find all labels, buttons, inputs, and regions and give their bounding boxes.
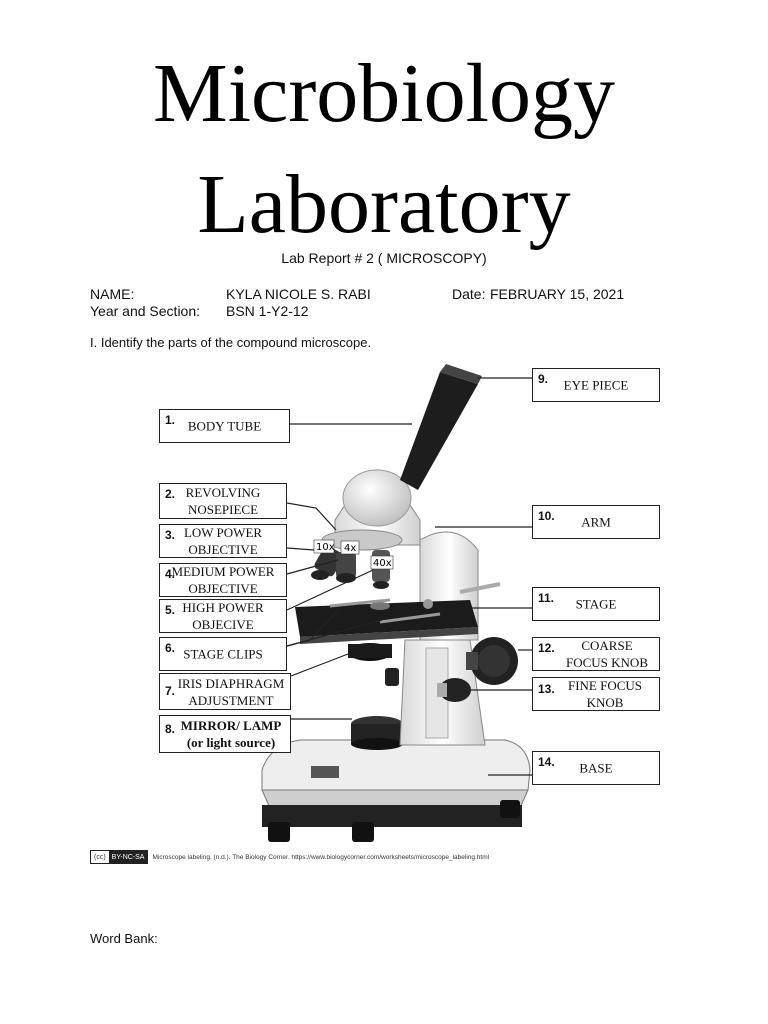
label-text: MIRROR/ LAMP (or light source) bbox=[180, 718, 282, 750]
label-number: 14. bbox=[538, 755, 555, 769]
label-text: STAGE bbox=[575, 596, 617, 612]
title-line-2: Laboratory bbox=[197, 158, 571, 251]
label-text: IRIS DIAPHRAGM ADJUSTMENT bbox=[177, 675, 285, 708]
label-number: 2. bbox=[165, 487, 176, 501]
date-value: FEBRUARY 15, 2021 bbox=[490, 286, 625, 302]
label-number: 3. bbox=[165, 528, 176, 542]
label-text: STAGE CLIPS bbox=[183, 646, 263, 662]
name-label: NAME: bbox=[90, 286, 135, 302]
label-box-6[interactable] bbox=[159, 637, 287, 671]
leader-line-3 bbox=[287, 548, 314, 550]
label-text: ARM bbox=[581, 514, 611, 530]
section-label: Year and Section: bbox=[90, 303, 201, 319]
objective-mark-4x: 4x bbox=[344, 543, 357, 554]
title-line-1: Microbiology bbox=[153, 47, 615, 140]
cc-badge-license: BY-NC-SA bbox=[109, 851, 148, 863]
label-number: 8. bbox=[165, 722, 176, 736]
objective-mark-10x: 10x bbox=[316, 542, 335, 553]
label-text: MEDIUM POWER OBJECTIVE bbox=[171, 564, 275, 596]
credit-text: Microscope labeling. (n.d.). The Biology Corner. https://www.biologycorner.com/worksheets/microscope_labeling.html bbox=[152, 853, 490, 861]
label-text: BODY TUBE bbox=[187, 418, 262, 434]
label-number: 13. bbox=[538, 682, 555, 696]
cc-license-badge bbox=[90, 850, 148, 864]
label-box-13[interactable] bbox=[532, 677, 660, 711]
label-box-5[interactable] bbox=[159, 599, 287, 633]
label-box-1[interactable] bbox=[159, 409, 290, 443]
label-number: 5. bbox=[165, 603, 176, 617]
report-subtitle: Lab Report # 2 ( MICROSCOPY) bbox=[281, 250, 487, 266]
image-credit bbox=[90, 850, 489, 864]
label-number: 4. bbox=[165, 567, 176, 581]
label-text: HIGH POWER OBJECIVE bbox=[182, 600, 264, 632]
label-box-14[interactable] bbox=[532, 751, 660, 785]
label-box-9[interactable] bbox=[532, 368, 660, 402]
label-text: BASE bbox=[579, 760, 613, 776]
word-bank-label: Word Bank: bbox=[90, 931, 158, 946]
label-text: EYE PIECE bbox=[563, 377, 629, 393]
label-number: 9. bbox=[538, 372, 549, 386]
label-text: LOW POWER OBJECTIVE bbox=[183, 525, 263, 557]
label-box-11[interactable] bbox=[532, 587, 660, 621]
label-box-8[interactable] bbox=[159, 715, 291, 753]
label-box-12[interactable] bbox=[532, 637, 660, 671]
label-box-10[interactable] bbox=[532, 505, 660, 539]
label-number: 11. bbox=[538, 591, 555, 605]
section-value: BSN 1-Y2-12 bbox=[226, 303, 309, 319]
label-box-4[interactable] bbox=[159, 563, 287, 597]
label-box-7[interactable] bbox=[159, 673, 291, 710]
date-label: Date: bbox=[452, 286, 486, 302]
label-number: 1. bbox=[165, 413, 176, 427]
label-number: 7. bbox=[165, 684, 176, 698]
label-number: 10. bbox=[538, 509, 555, 523]
label-box-2[interactable] bbox=[159, 483, 287, 519]
objective-mark-40x: 40x bbox=[373, 558, 392, 569]
label-number: 12. bbox=[538, 641, 555, 655]
label-box-3[interactable] bbox=[159, 524, 287, 558]
label-text: COARSE FOCUS KNOB bbox=[566, 638, 648, 670]
label-text: FINE FOCUS KNOB bbox=[567, 678, 643, 710]
label-text: REVOLVING NOSEPIECE bbox=[185, 485, 261, 517]
leader-line-7 bbox=[291, 654, 348, 676]
cc-badge-cc: (cc) bbox=[94, 853, 106, 861]
instruction: I. Identify the parts of the compound microscope. bbox=[90, 335, 372, 350]
label-number: 6. bbox=[165, 641, 176, 655]
leader-line-2 bbox=[287, 503, 336, 530]
name-value: KYLA NICOLE S. RABI bbox=[226, 286, 371, 302]
